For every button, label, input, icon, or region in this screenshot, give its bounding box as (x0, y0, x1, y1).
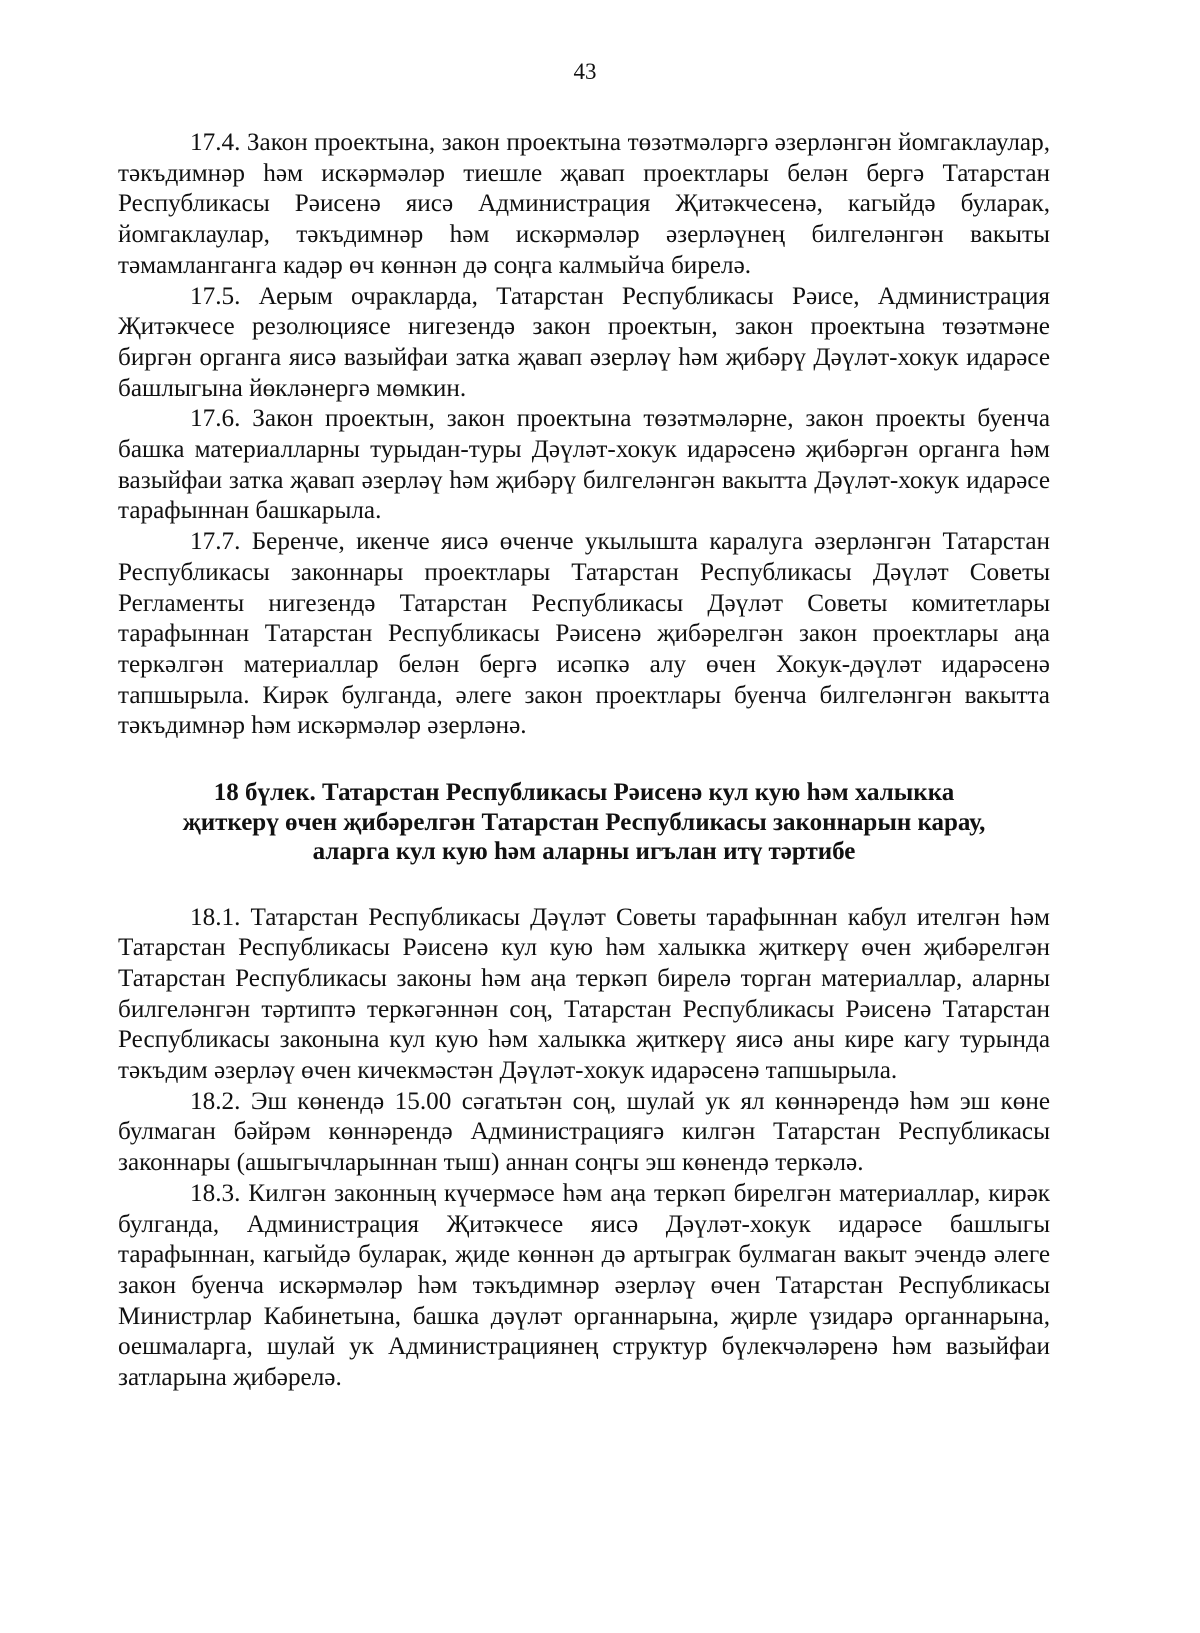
paragraph-18-1: 18.1. Татарстан Республикасы Дәүләт Советы тарафыннан кабул ителгән һәм Татарстан Республикасы Рәисенә кул кую һәм халыкка җиткерү өчен җибәрелгән Татарстан Республикасы законы һәм аңа теркәп бирелә торган материаллар, аларны билгеләнгән тәртиптә теркәгәннән соң, Татарстан Республикасы Рәисенә Татарстан Республикасы законына кул кую һәм халыкка җиткерү яисә аны кире кагу турында тәкъдим әзерләү өчен кичекмәстән Дәүләт-хокук идарәсенә тапшырыла. (118, 903, 1050, 1085)
section-18-heading (118, 778, 1050, 867)
paragraph-17-6: 17.6. Закон проектын, закон проектына төзәтмәләрне, закон проекты буенча башка материалларны турыдан-туры Дәүләт-хокук идарәсенә җибәргән органга һәм вазыйфаи затка җавап әзерләү һәм җибәрү билгеләнгән вакытта Дәүләт-хокук идарәсе тарафыннан башкарыла. (118, 405, 1050, 525)
document-body (118, 128, 1050, 1394)
paragraph-17-4: 17.4. Закон проектына, закон проектына төзәтмәләргә әзерләнгән йомгаклаулар, тәкъдимнәр һәм искәрмәләр тиешле җавап проектлары белән бергә Татарстан Республикасы Рәисенә яисә Администрация Җитәкчесенә, кагыйдә буларак, йомгаклаулар, тәкъдимнәр һәм искәрмәләр әзерләүнең билгеләнгән вакыты тәмамланганга кадәр өч көннән дә соңга калмыйча бирелә. (118, 129, 1050, 279)
paragraph-17-5: 17.5. Аерым очракларда, Татарстан Республикасы Рәисе, Администрация Җитәкчесе резолюциясе нигезендә закон проектын, закон проектына төзәтмәне биргән органга яисә вазыйфаи затка җавап әзерләү һәм җибәрү Дәүләт-хокук идарәсе башлыгына йөкләнергә мөмкин. (118, 282, 1050, 402)
heading-line: 18 бүлек. Татарстан Республикасы Рәисенә кул кую һәм халыкка (213, 779, 955, 807)
paragraph-18-2: 18.2. Эш көнендә 15.00 сәгатьтән соң, шулай ук ял көннәрендә һәм эш көне булмаган бәйрәм көннәрендә Администрациягә килгән Татарстан Республикасы законнары (ашыгычларыннан тыш) аннан соңгы эш көнендә теркәлә. (118, 1087, 1050, 1177)
paragraph-18-3: 18.3. Килгән законның күчермәсе һәм аңа теркәп бирелгән материаллар, кирәк булганда, Администрация Җитәкчесе яисә Дәүләт-хокук идарәсе башлыгы тарафыннан, кагыйдә буларак, җиде көннән дә артыграк булмаган вакыт эчендә әлеге закон буенча искәрмәләр һәм тәкъдимнәр әзерләү өчен Татарстан Республикасы Министрлар Кабинетына, башка дәүләт органнарына, җирле үзидарә органнарына, оешмаларга, шулай ук Администрациянең структур бүлекчәләренә һәм вазыйфаи затларына җибәрелә. (118, 1179, 1050, 1392)
heading-line: аларга кул кую һәм аларны игълан итү тәртибе (312, 838, 856, 866)
page-number: 43 (573, 59, 597, 84)
paragraph-17-7: 17.7. Беренче, икенче яисә өченче укылышта каралуга әзерләнгән Татарстан Республикасы законнары проектлары Татарстан Республикасы Дәүләт Советы Регламенты нигезендә Татарстан Республикасы Дәүләт Советы комитетлары тарафыннан Татарстан Республикасы Рәисенә җибәрелгән закон проектлары аңа теркәлгән материаллар белән бергә исәпкә алу өчен Хокук-дәүләт идарәсенә тапшырыла. Кирәк булганда, әлеге закон проектлары буенча билгеләнгән вакытта тәкъдимнәр һәм искәрмәләр әзерләнә. (118, 528, 1050, 740)
heading-line: җиткерү өчен җибәрелгән Татарстан Республикасы законнарын карау, (182, 808, 986, 836)
